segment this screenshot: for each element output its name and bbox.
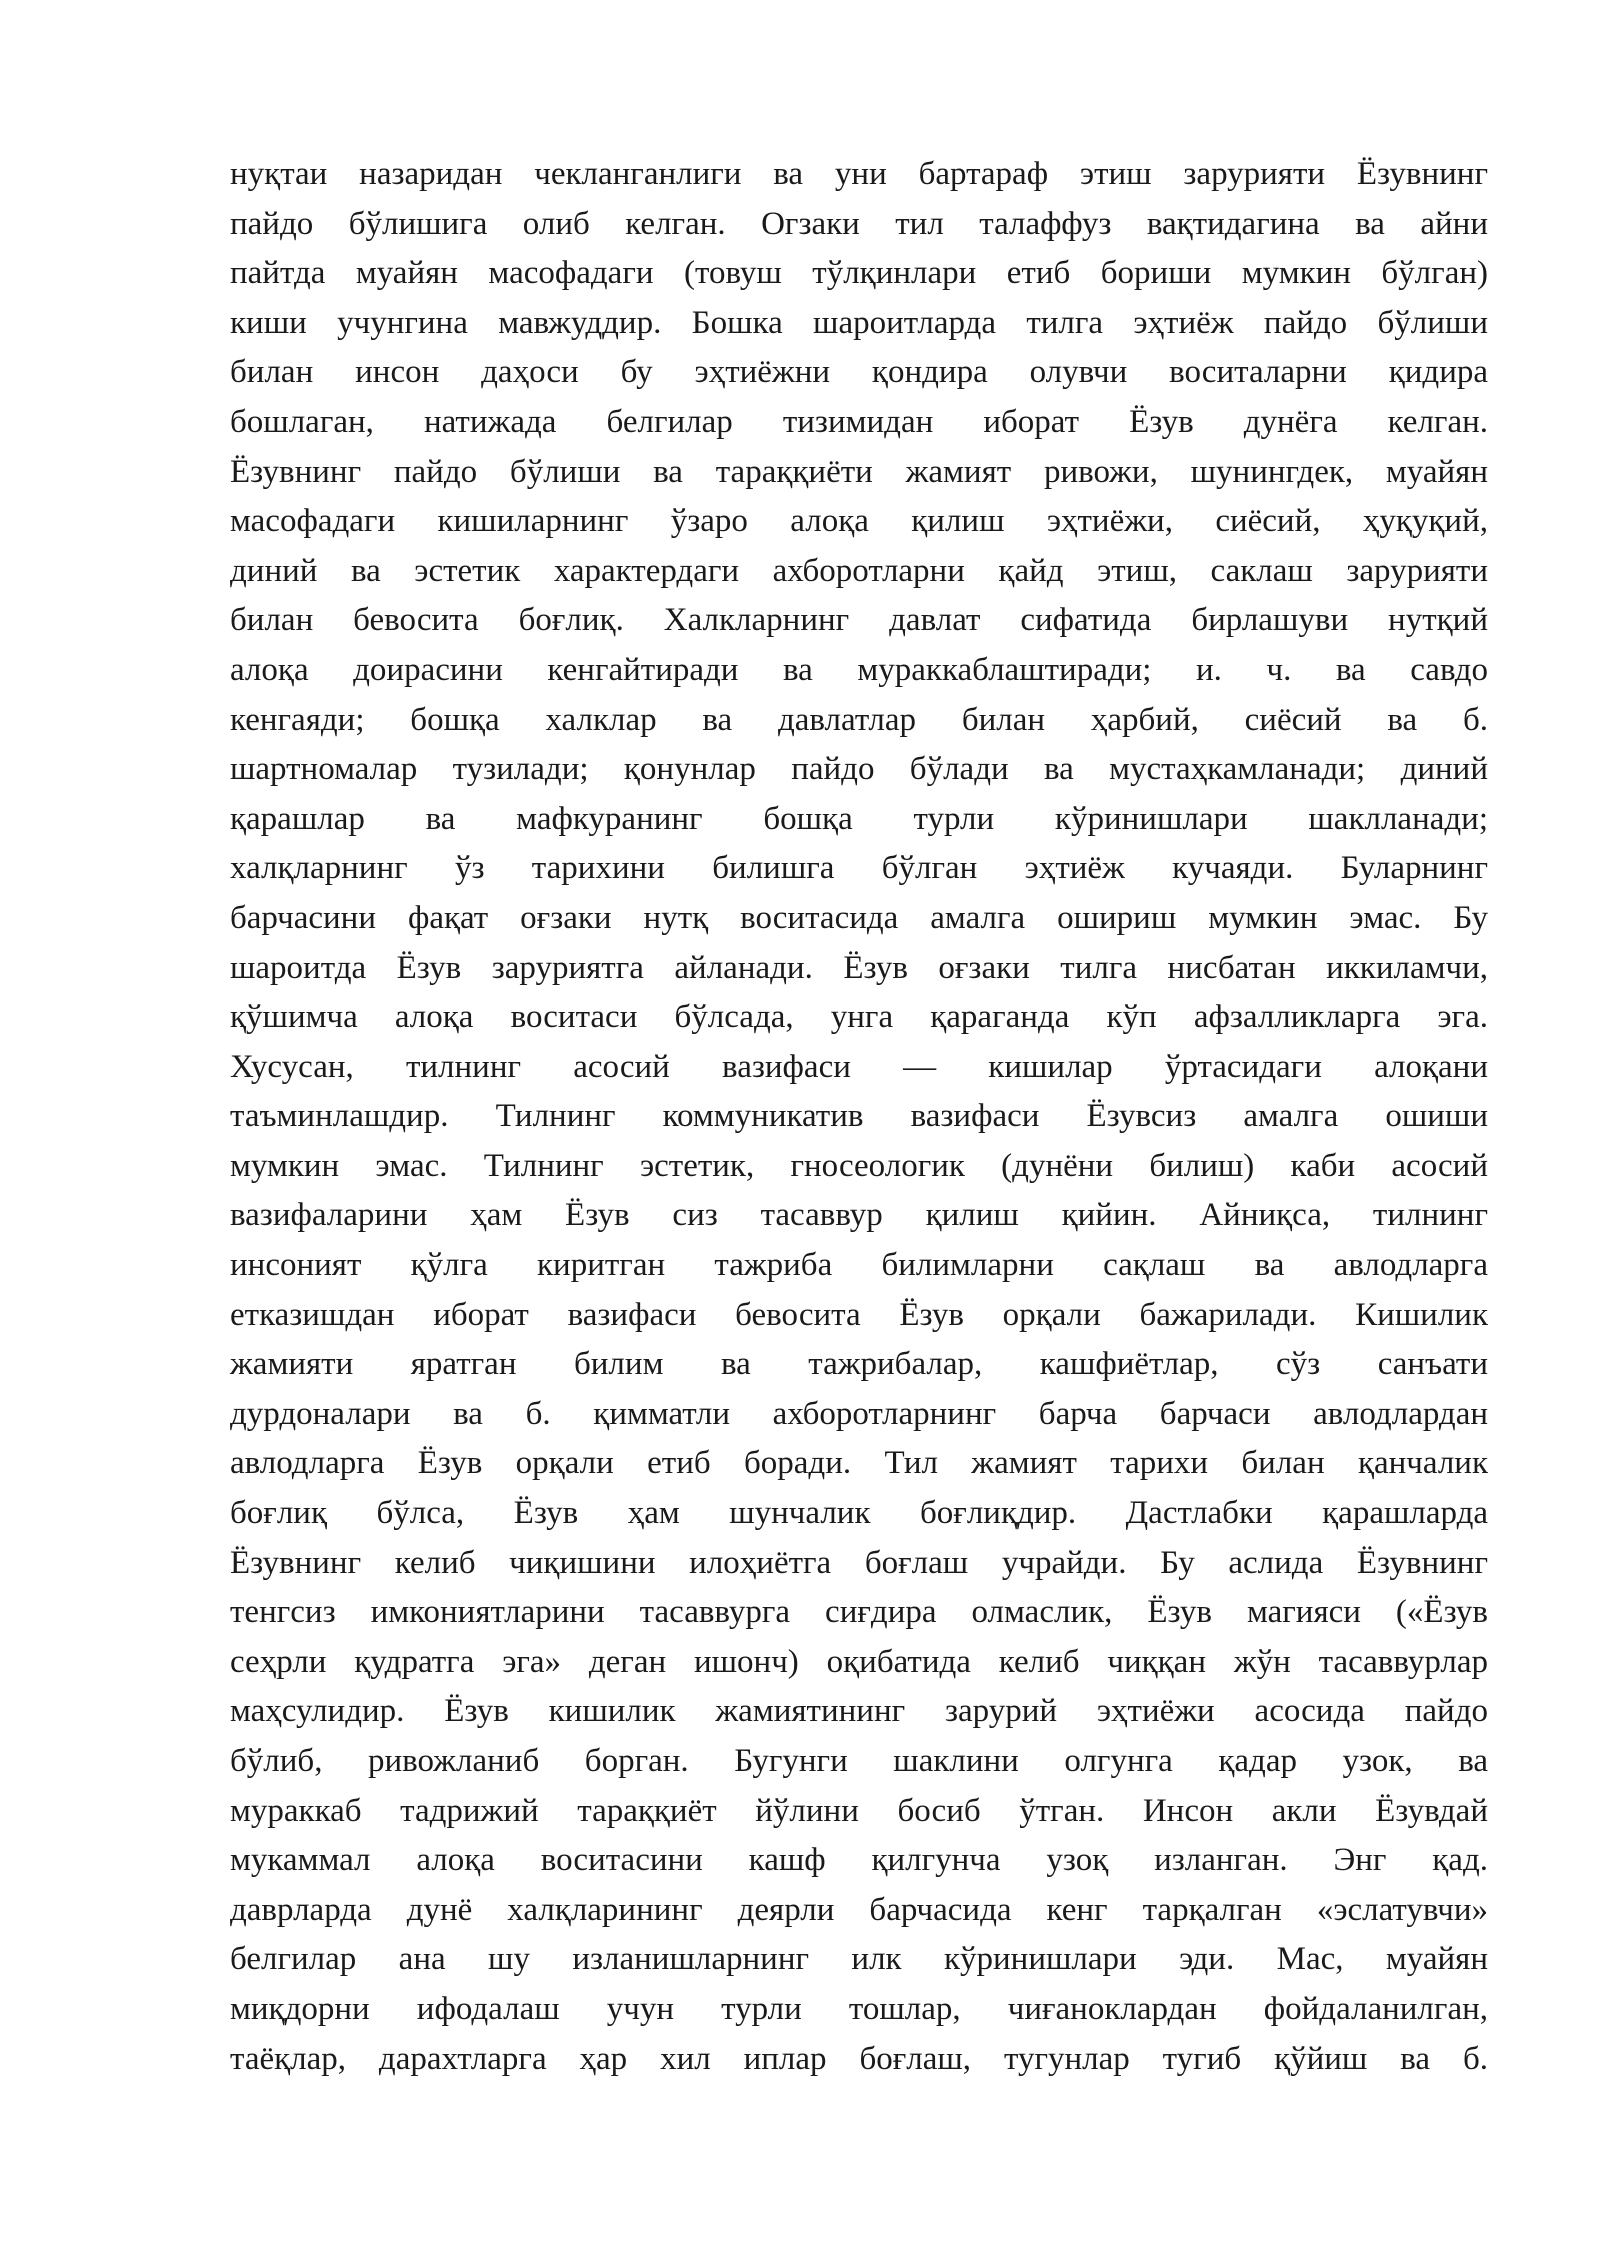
text-line: даврларда дунё халқларининг деярли барчасида кенг тарқалган «эслатувчи» [230, 1891, 1488, 1928]
text-line: қарашлар ва мафкуранинг бошқа турли кўринишлари шаклланади; [230, 800, 1488, 837]
text-line: бўлиб, ривожланиб борган. Бугунги шаклини олгунга қадар узок, ва [230, 1743, 1488, 1779]
text-line: қўшимча алоқа воситаси бўлсада, унга қараганда кўп афзалликларга эга. [230, 999, 1488, 1036]
text-line: мураккаб тадрижий тараққиёт йўлини босиб ўтган. Инсон акли Ёзувдай [230, 1792, 1488, 1829]
text-line: таёқлар, дарахтларга ҳар хил иплар боғлаш, тугунлар тугиб қўйиш ва б. [230, 2040, 1488, 2077]
text-line: вазифаларини ҳам Ёзув сиз тасаввур қилиш қийин. Айниқса, тилнинг [230, 1197, 1488, 1234]
text-line: таъминлашдир. Тилнинг коммуникатив вазифаси Ёзувсиз амалга ошиши [230, 1098, 1488, 1135]
text-line: инсоният қўлга киритган тажриба билимларни сақлаш ва авлодларга [230, 1247, 1488, 1284]
text-line: нуқтаи назаридан чекланганлиги ва уни бартараф этиш зарурияти Ёзувнинг [230, 156, 1488, 192]
text-line: барчасини фақат оғзаки нутқ воситасида амалга ошириш мумкин эмас. Бу [230, 899, 1488, 936]
text-line: авлодларга Ёзув орқали етиб боради. Тил жамият тарихи билан қанчалик [230, 1445, 1488, 1482]
text-line: мумкин эмас. Тилнинг эстетик, гносеологик (дунёни билиш) каби асосий [230, 1147, 1488, 1184]
text-line: халқларнинг ўз тарихини билишга бўлган эҳтиёж кучаяди. Буларнинг [230, 850, 1488, 887]
text-line: жамияти яратган билим ва тажрибалар, кашфиётлар, сўз санъати [230, 1346, 1488, 1383]
body-text [230, 150, 1488, 2084]
text-line: алоқа доирасини кенгайтиради ва мураккаблаштиради; и. ч. ва савдо [230, 651, 1488, 688]
text-line: боғлиқ бўлса, Ёзув ҳам шунчалик боғлиқдир. Дастлабки қарашларда [230, 1495, 1488, 1532]
text-line: маҳсулидир. Ёзув кишилик жамиятининг зарурий эҳтиёжи асосида пайдо [230, 1693, 1488, 1730]
text-line: дурдоналари ва б. қимматли ахборотларнинг барча барчаси авлодлардан [230, 1395, 1488, 1432]
text-line: мукаммал алоқа воситасини кашф қилгунча узоқ изланган. Энг қад. [230, 1842, 1488, 1879]
text-line: пайтда муайян масофадаги (товуш тўлқинлари етиб бориши мумкин бўлган) [230, 255, 1488, 292]
text-line: Хусусан, тилнинг асосий вазифаси — кишилар ўртасидаги алоқани [230, 1048, 1488, 1085]
text-line: миқдорни ифодалаш учун турли тошлар, чиғаноклардан фойдаланилган, [230, 1990, 1488, 2027]
text-line: киши учунгина мавжуддир. Бошка шароитларда тилга эҳтиёж пайдо бўлиши [230, 304, 1488, 341]
text-line: тенгсиз имкониятларини тасаввурга сиғдира олмаслик, Ёзув магияси («Ёзув [230, 1594, 1488, 1631]
text-line: Ёзувнинг пайдо бўлиши ва тараққиёти жамият ривожи, шунингдек, муайян [230, 453, 1488, 490]
text-line: билан инсон даҳоси бу эҳтиёжни қондира олувчи воситаларни қидира [230, 354, 1488, 391]
text-line: диний ва эстетик характердаги ахборотларни қайд этиш, саклаш зарурияти [230, 552, 1488, 589]
text-line: сеҳрли қудратга эга» деган ишонч) оқибатида келиб чиққан жўн тасаввурлар [230, 1643, 1488, 1680]
text-line: кенгаяди; бошқа халклар ва давлатлар билан ҳарбий, сиёсий ва б. [230, 701, 1488, 738]
text-line: пайдо бўлишига олиб келган. Огзаки тил талаффуз вақтидагина ва айни [230, 205, 1488, 242]
text-line: билан бевосита боғлиқ. Халкларнинг давлат сифатида бирлашуви нутқий [230, 602, 1488, 639]
text-line: етказишдан иборат вазифаси бевосита Ёзув орқали бажарилади. Кишилик [230, 1296, 1488, 1333]
text-line: шартномалар тузилади; қонунлар пайдо бўлади ва мустаҳкамланади; диний [230, 751, 1488, 788]
text-line: Ёзувнинг келиб чиқишини илоҳиётга боғлаш учрайди. Бу аслида Ёзувнинг [230, 1544, 1488, 1581]
text-line: бошлаган, натижада белгилар тизимидан иборат Ёзув дунёга келган. [230, 403, 1488, 440]
text-line: масофадаги кишиларнинг ўзаро алоқа қилиш эҳтиёжи, сиёсий, ҳуқуқий, [230, 503, 1488, 540]
text-line: шароитда Ёзув заруриятга айланади. Ёзув оғзаки тилга нисбатан иккиламчи, [230, 949, 1488, 986]
text-line: белгилар ана шу изланишларнинг илк кўринишлари эди. Мас, муайян [230, 1941, 1488, 1978]
